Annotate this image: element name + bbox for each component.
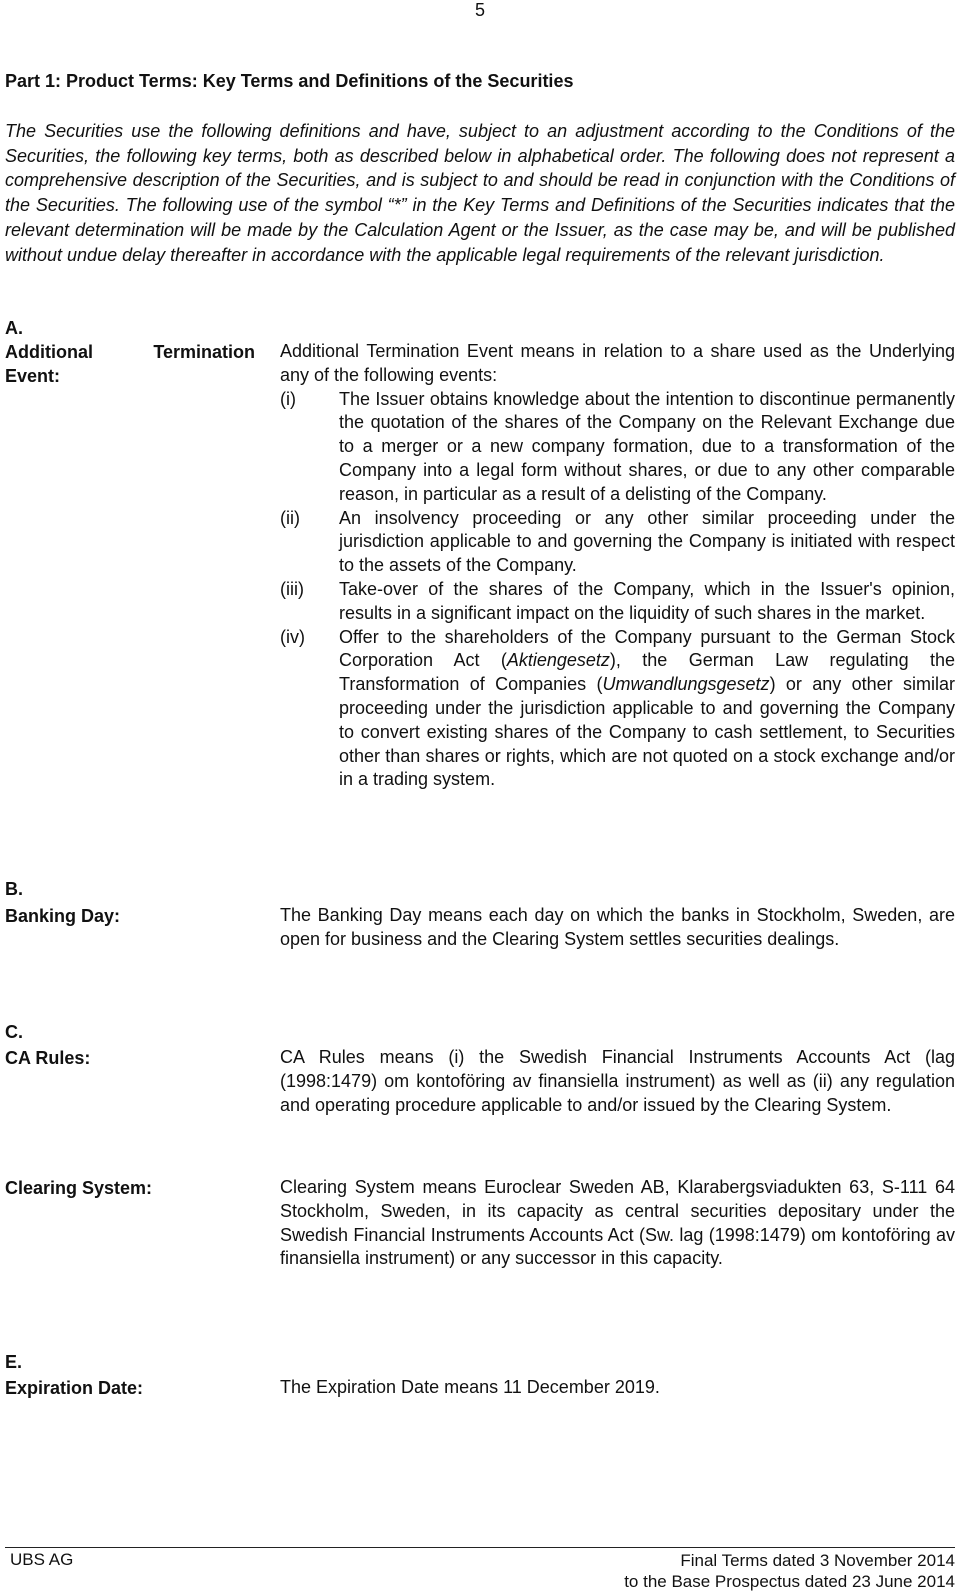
- definition-expiration-date: The Expiration Date means 11 December 2019.: [280, 1377, 660, 1397]
- definition-clearing-system: Clearing System means Euroclear Sweden AB, Klarabergsviadukten 63, S-111 64 Stockholm, Sweden, in its capacity as central securities depositary under the Swedish Financial Instruments Accounts Act (Sw. lag (1998:1479) om kontoföring av finansiella instrument) or any successor in this capacity.: [280, 1177, 955, 1269]
- term-ca-rules: CA Rules:: [5, 1048, 91, 1068]
- footer-base-prospectus-date: to the Base Prospectus dated 23 June 2014: [624, 1572, 955, 1591]
- definition-additional-termination-event: [280, 340, 955, 792]
- list-item: [280, 578, 955, 626]
- section-letter-a: A.: [5, 318, 23, 338]
- footer-final-terms-date: Final Terms dated 3 November 2014: [680, 1551, 955, 1570]
- list-item: [280, 507, 955, 578]
- list-item-number: (i): [280, 388, 296, 409]
- list-item: [280, 388, 955, 507]
- text-run: ), the German Law regulating the Transformation of Companies (: [339, 650, 955, 695]
- list-item: [280, 626, 955, 793]
- term-banking-day: Banking Day:: [5, 906, 121, 926]
- section-letter-b: B.: [5, 879, 23, 899]
- term-clearing-system: Clearing System:: [5, 1178, 153, 1198]
- definition-banking-day: The Banking Day means each day on which the banks in Stockholm, Sweden, are open for business and the Clearing System settles securities dealings.: [280, 905, 955, 949]
- footer-divider: [5, 1547, 955, 1548]
- term-line: Event:: [5, 366, 61, 386]
- list-item-number: (ii): [280, 507, 300, 528]
- list-item-text: [339, 626, 955, 793]
- text-run: ) or any other similar proceeding under the jurisdiction applicable to and governing the Company to convert existing shares of the Company to cash settlement, to Securities other than shares or rights, which are not quoted on a stock exchange and/or in a trading system.: [339, 674, 955, 790]
- intro-paragraph: The Securities use the following definitions and have, subject to an adjustment according to the Conditions of the Securities, the following key terms, both as described below in alphabetical order. The following does not represent a comprehensive description of the Securities, and is subject to and should be read in conjunction with the Conditions of the Securities. The following use of the symbol “*” in the Key Terms and Definitions of the Securities indicates that the relevant determination will be made by the Calculation Agent or the Issuer, as the case may be, and will be published without undue delay thereafter in accordance with the applicable legal requirements of the relevant jurisdiction.: [5, 121, 955, 265]
- text-run: Offer to the shareholders of the Company pursuant to the German Stock Corporation Act (: [339, 626, 955, 671]
- list-item-text: The Issuer obtains knowledge about the intention to discontinue permanently the quotation of the shares of the Company on the Relevant Exchange due to a merger or a new company formation, due to a transformation of the Company into a legal form without shares, or due to any other comparable reason, in particular as a result of a delisting of the Company.: [339, 388, 955, 504]
- footer-dates: [624, 1550, 955, 1592]
- list-item-text: Take-over of the shares of the Company, which in the Issuer's opinion, results in a significant impact on the liquidity of such shares in the market.: [339, 578, 955, 623]
- term-line: Additional Termination: [5, 342, 255, 362]
- list-item-number: (iv): [280, 626, 305, 647]
- definition-ca-rules: CA Rules means (i) the Swedish Financial Instruments Accounts Act (lag (1998:1479) om kontoföring av finansiella instrument) as well as (ii) any regulation and operating procedure applicable to and/or issued by the Clearing System.: [280, 1047, 955, 1115]
- section-letter-c: C.: [5, 1022, 23, 1042]
- footer-issuer: UBS AG: [10, 1550, 74, 1569]
- italic-term: Umwandlungsgesetz: [602, 674, 770, 695]
- page-number: 5: [474, 0, 485, 20]
- section-letter-e: E.: [5, 1352, 23, 1372]
- term-additional-termination-event: [5, 340, 255, 388]
- page-heading: Part 1: Product Terms: Key Terms and Definitions of the Securities: [5, 71, 574, 91]
- list-item-text: An insolvency proceeding or any other similar proceeding under the jurisdiction applicable to and governing the Company is initiated with respect to the assets of the Company.: [339, 507, 955, 576]
- term-expiration-date: Expiration Date:: [5, 1378, 144, 1398]
- definition-intro: Additional Termination Event means in relation to a share used as the Underlying any of the following events:: [280, 341, 955, 385]
- italic-term: Aktiengesetz: [506, 650, 610, 671]
- list-item-number: (iii): [280, 578, 304, 599]
